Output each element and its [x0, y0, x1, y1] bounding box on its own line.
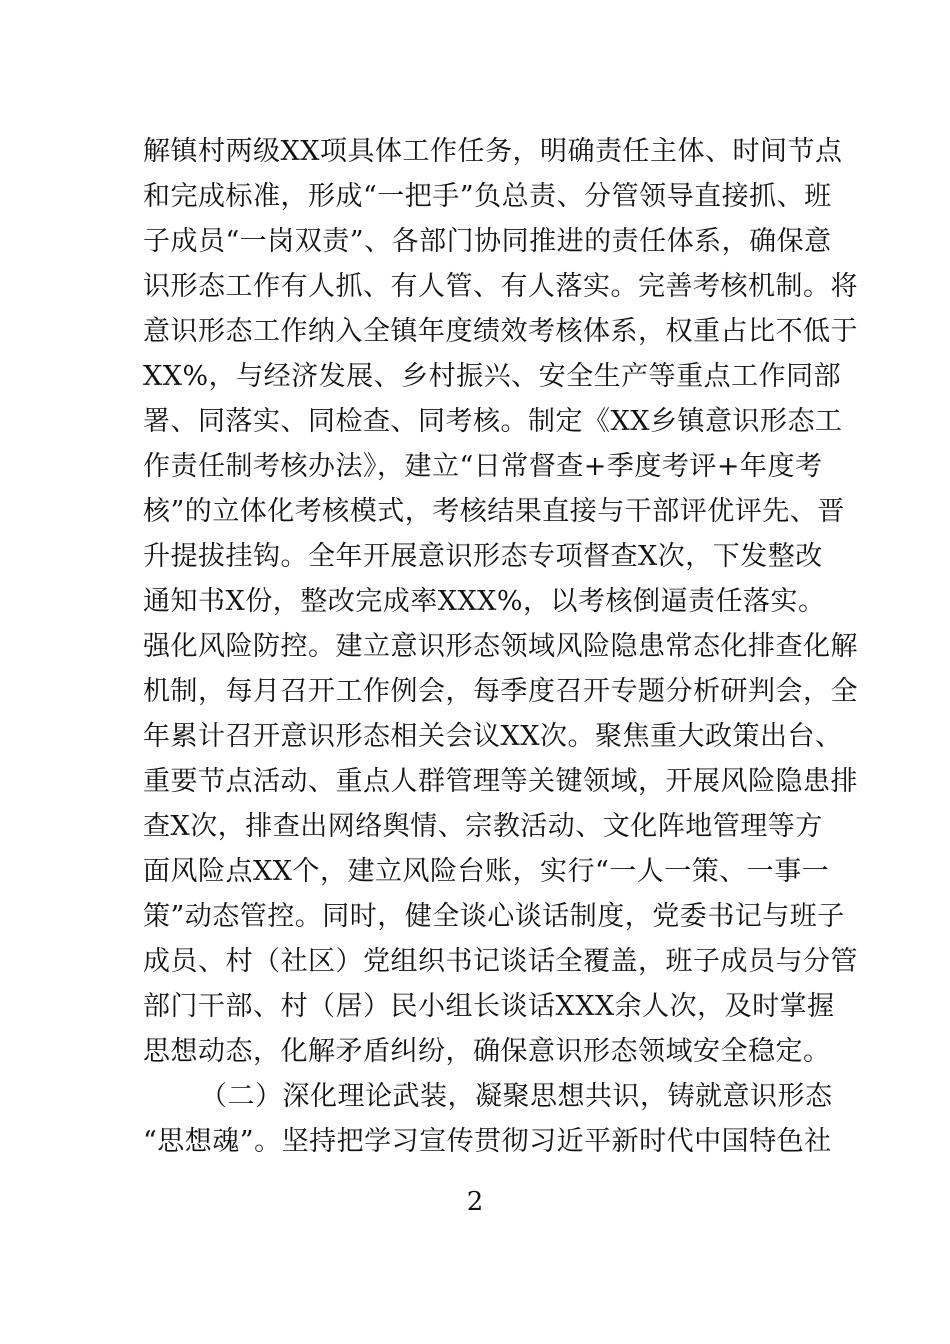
page-number: 2	[466, 1187, 484, 1217]
text-line: 查X次，排查出网络舆情、宗教活动、文化阵地管理等方	[143, 811, 823, 842]
text-line: “思想魂”。坚持把学习宣传贯彻习近平新时代中国特色社	[143, 1126, 832, 1157]
text-line: 年累计召开意识形态相关会议XX次。聚焦重大政策出台、	[143, 721, 843, 752]
text-line: 强化风险防控。建立意识形态领域风险隐患常态化排查化解	[143, 631, 858, 662]
text-line: 核”的立体化考核模式，考核结果直接与干部评优评先、晋	[143, 496, 845, 527]
text-line: 重要节点活动、重点人群管理等关键领域，开展风险隐患排	[143, 766, 858, 797]
text-line: 识形态工作有人抓、有人管、有人落实。完善考核机制。将	[143, 271, 858, 302]
text-line: 部门干部、村（居）民小组长谈话XXX余人次，及时掌握	[143, 991, 835, 1022]
text-line: XX%，与经济发展、乡村振兴、安全生产等重点工作同部	[143, 361, 842, 392]
text-line: 子成员“一岗双责”、各部门协同推进的责任体系，确保意	[143, 226, 832, 257]
text-line: 面风险点XX个，建立风险台账，实行“一人一策、一事一	[143, 856, 830, 887]
text-line: 解镇村两级XX项具体工作任务，明确责任主体、时间节点	[143, 136, 843, 167]
text-line: 思想动态，化解矛盾纠纷，确保意识形态领域安全稳定。	[143, 1036, 831, 1067]
text-line: 机制，每月召开工作例会，每季度召开专题分析研判会，全	[143, 676, 858, 707]
text-line: 和完成标准，形成“一把手”负总责、分管领导直接抓、班	[143, 181, 832, 212]
section-heading-line: （二）深化理论武装，凝聚思想共识，铸就意识形态	[200, 1081, 833, 1112]
text-line: 策”动态管控。同时，健全谈心谈话制度，党委书记与班子	[143, 901, 845, 932]
text-line: 成员、村（社区）党组织书记谈话全覆盖，班子成员与分管	[143, 946, 858, 977]
text-line: 通知书X份，整改完成率XXX%，以考核倒逼责任落实。	[143, 586, 826, 617]
text-line: 升提拔挂钩。全年开展意识形态专项督查X次，下发整改	[143, 541, 823, 572]
text-line: 署、同落实、同检查、同考核。制定《XX乡镇意识形态工	[143, 406, 843, 437]
text-line: 意识形态工作纳入全镇年度绩效考核体系，权重占比不低于	[143, 316, 858, 347]
text-line: 作责任制考核办法》，建立“日常督查+季度考评+年度考	[143, 451, 823, 482]
